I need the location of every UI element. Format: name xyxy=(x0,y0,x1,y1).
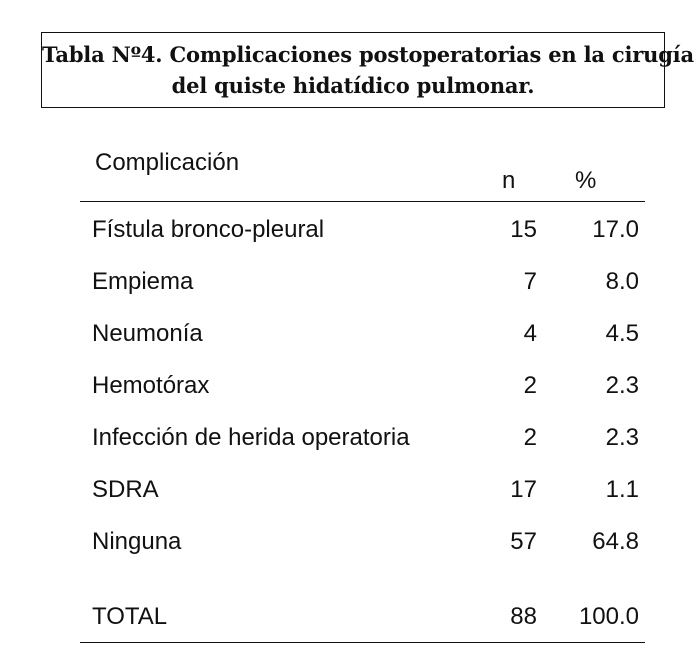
row-percent: 2.3 xyxy=(605,424,639,451)
table-row xyxy=(80,306,645,358)
row-percent: 64.8 xyxy=(592,528,639,555)
table-row xyxy=(80,254,645,306)
row-n: 4 xyxy=(523,320,537,347)
row-n: 7 xyxy=(523,268,537,295)
table-row xyxy=(80,514,645,566)
row-n: 17 xyxy=(510,476,537,503)
complications-table xyxy=(80,145,645,643)
row-label: SDRA xyxy=(92,476,159,503)
row-n: 15 xyxy=(510,216,537,243)
table-row xyxy=(80,462,645,514)
row-n: 57 xyxy=(510,528,537,555)
header-percent: % xyxy=(575,167,597,194)
row-spacer xyxy=(80,566,645,592)
table-row xyxy=(80,202,645,254)
total-percent: 100.0 xyxy=(578,603,639,630)
row-label: Neumonía xyxy=(92,320,203,347)
row-label: Hemotórax xyxy=(92,372,210,399)
row-n: 2 xyxy=(523,424,537,451)
row-label: Ninguna xyxy=(92,528,182,555)
total-label: TOTAL xyxy=(92,603,168,630)
table-row xyxy=(80,358,645,410)
total-n: 88 xyxy=(510,603,537,630)
row-label: Infección de herida operatoria xyxy=(92,424,410,451)
row-percent: 8.0 xyxy=(605,268,639,295)
row-percent: 2.3 xyxy=(605,372,639,399)
header-complicacion: Complicación xyxy=(95,149,240,176)
total-row xyxy=(80,592,645,643)
header-n: n xyxy=(502,167,516,194)
table-header xyxy=(80,145,645,202)
table-title-line-1: Tabla Nº4. Complicaciones postoperatorias en la cirugía xyxy=(42,42,694,67)
table-title-line-2: del quiste hidatídico pulmonar. xyxy=(171,73,535,98)
row-n: 2 xyxy=(523,372,537,399)
row-label: Empiema xyxy=(92,268,194,295)
row-label: Fístula bronco-pleural xyxy=(92,216,325,243)
row-percent: 17.0 xyxy=(592,216,639,243)
table-row xyxy=(80,410,645,462)
row-percent: 4.5 xyxy=(605,320,639,347)
table-title xyxy=(41,32,694,108)
row-percent: 1.1 xyxy=(605,476,639,503)
